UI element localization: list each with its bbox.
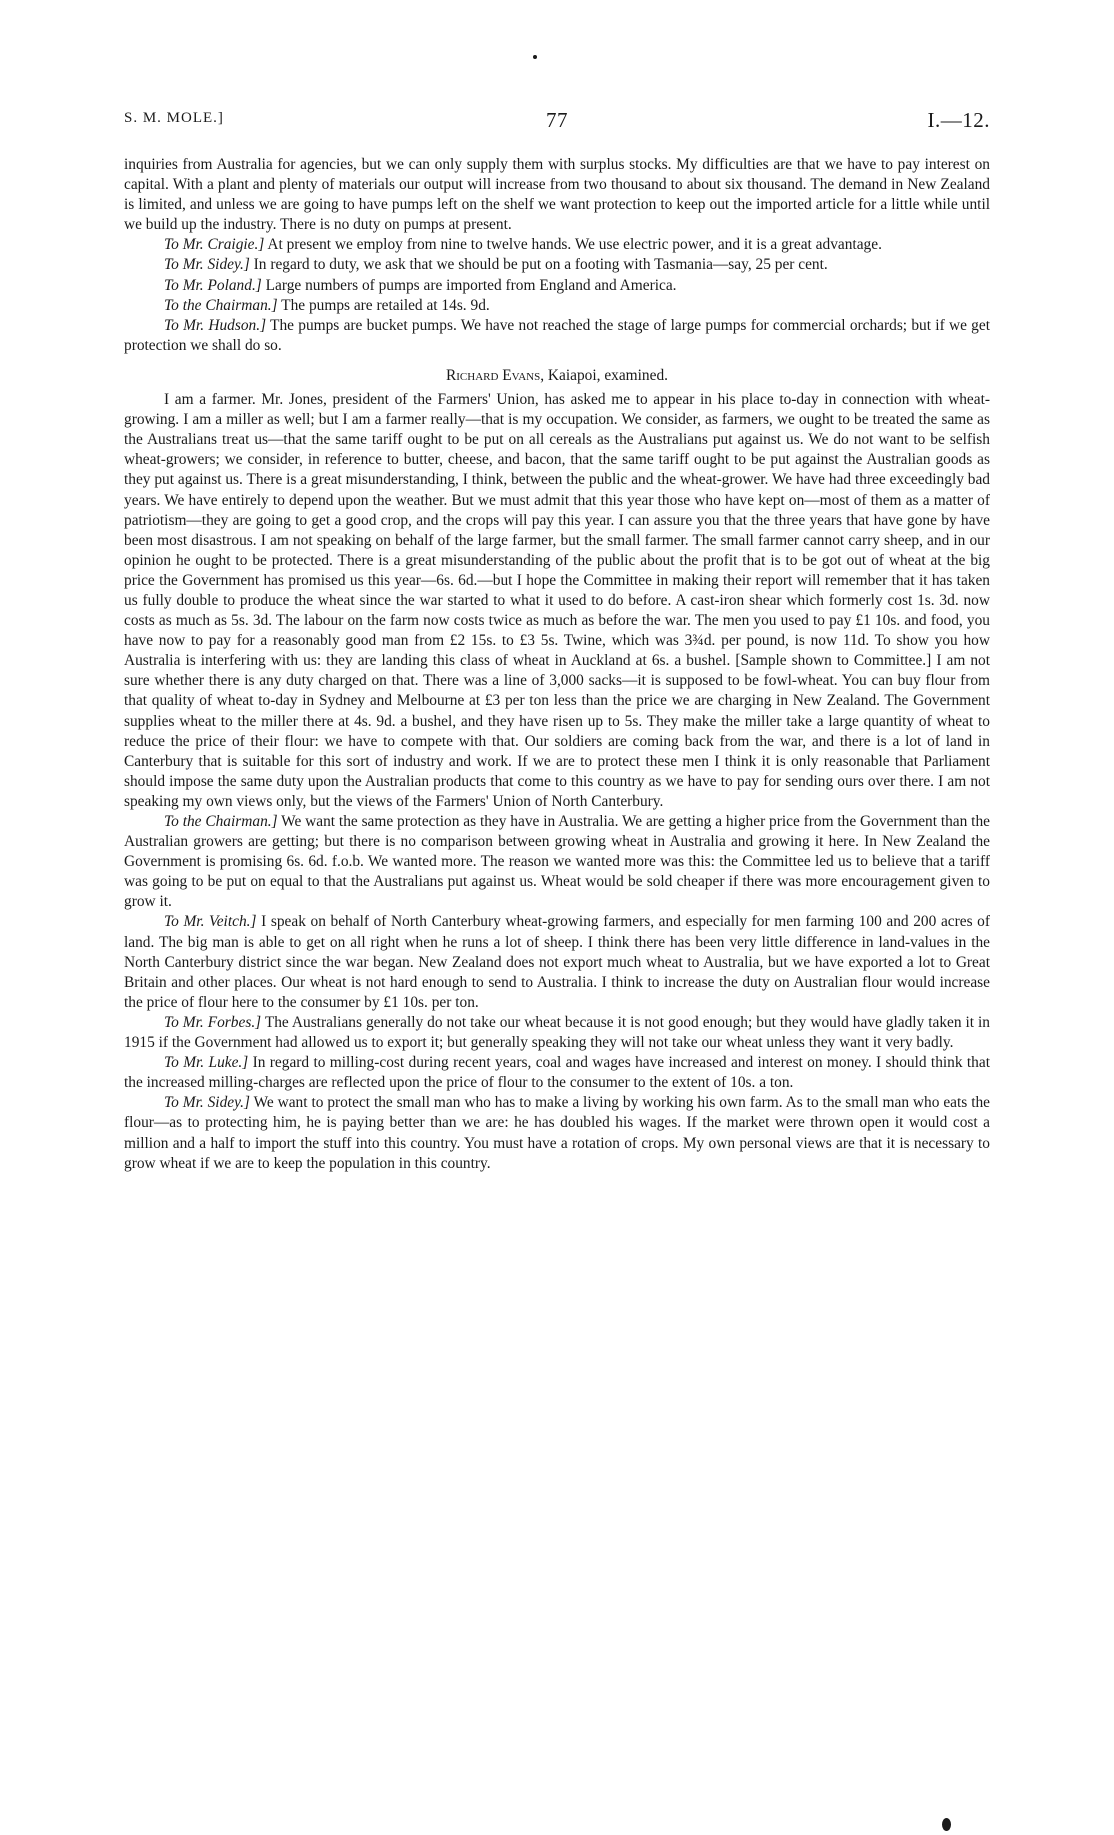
paragraph-text: The Australians generally do not take our wheat because it is not good enough; but they would have gladly taken it in 1915 if the Government had allowed us to export it; but generally speaking they will not take our wheat unless they want it very badly.: [124, 1013, 990, 1052]
scan-speck: [942, 1818, 951, 1831]
questioner: To Mr. Forbes.]: [164, 1013, 262, 1031]
questioner: To the Chairman.]: [164, 813, 278, 830]
page-body: [124, 155, 990, 1174]
witness-name: Richard Evans: [445, 366, 541, 384]
paragraph: [124, 155, 990, 235]
paragraph: [124, 1093, 990, 1173]
paragraph-text: In regard to milling-cost during recent years, coal and wages have increased and interest on money. I should think that the increased milling-charges are reflected upon the price of flour to the consumer to the extent of 10s. a ton.: [124, 1054, 990, 1092]
paragraph-text: inquiries from Australia for agencies, but we can only supply them with surplus stocks. My difficulties are that we have to pay interest on capital. With a plant and plenty of materials our output will increase from two thousand to about six thousand. The demand in New Zealand is limited, and unless we are going to have pumps left on the shelf we want protection to keep out the imported article for a little while until we build up the industry. There is no duty on pumps at present.: [124, 156, 990, 234]
questioner: To Mr. Poland.]: [164, 276, 262, 294]
questioner: To Mr. Veitch.]: [164, 913, 257, 931]
paragraph: [124, 296, 990, 316]
paragraph: [124, 255, 990, 275]
questioner: To the Chairman.]: [164, 296, 278, 314]
paragraph-text: In regard to duty, we ask that we should be put on a footing with Tasmania—say, 25 per cent.: [249, 256, 828, 274]
questioner: To Mr. Luke.]: [164, 1054, 249, 1072]
questioner: To Mr. Craigie.]: [164, 236, 265, 254]
paragraph: [124, 1013, 990, 1053]
paragraph-text: I am a farmer. Mr. Jones, president of the Farmers' Union, has asked me to appear in his place to-day in connection with wheat-growing. I am a miller as well; but I am a farmer really—that is my occupation. We consider, as farmers, we ought to be treated the same as the Australians treat us—that the same tariff ought to be put on all cereals as the Australians put against us. We do not want to be selfish wheat-growers; we consider, in reference to butter, cheese, and bacon, that the same tariff ought to be put against the Australian goods as they put against us. There is a great misunderstanding, I think, between the public and the wheat-grower. We have had three exceedingly bad years. We have entirely to depend upon the weather. But we must admit that this year those who have kept on—most of them as a matter of patriotism—they are going to get a good crop, and the crops will pay this year. I can assure you that the three years that have gone by have been most disastrous. I am not speaking on behalf of the large farmer, but the small farmer. The small farmer cannot carry sheep, and in our opinion he ought to be protected. There is a great misunderstanding of the public about the profit that is to be got out of wheat at the big price the Government has promised us this year—6s. 6d.—but I hope the Committee in making their report will remember that it has taken us fully double to produce the wheat since the war started to what it used to do before. A cast-iron shear which formerly cost 1s. 3d. now costs as much as 5s. 3d. The labour on the farm now costs twice as much as before the war. The men you used to pay £1 10s. and food, you have now to pay for a reasonably good man from £2 15s. to £3 5s. Twine, which was 3¾d. per pound, is now 11d. To show you how Australia is interfering with us: they are landing this class of wheat in Auckland at 6s. a bushel. [Sample shown to Committee.] I am not sure whether there is any duty charged on that. There was a line of 3,000 sacks—it is supposed to be fowl-wheat. You can buy flour from that quality of wheat to-day in Sydney and Melbourne at £3 per ton less than the price we are charging in New Zealand. The Government supplies wheat to the miller there at 4s. 9d. a bushel, and they have risen up to 5s. They make the miller take a large quantity of wheat to reduce the price of their flour: we have to compete with that. Our soldiers are coming back from the war, and there is a lot of land in Canterbury that is suitable for this sort of industry and work. If we are to protect these men I think it is only reasonable that Parliament should impose the same duty upon the Australian products that come to this country as we have to pay for sending ours over there. I am not speaking my own views only, but the views of the Farmers' Union of North Canterbury.: [124, 391, 990, 810]
paragraph-text: I speak on behalf of North Canterbury wheat-growing farmers, and especially for men farming 100 and 200 acres of land. The big man is able to get on all right when he runs a lot of sheep. I think there has been very little difference in land-values in the North Canterbury district since the war began. New Zealand does not export much wheat to Australia, but we have exported a lot to Great Britain and other places. Our wheat is not hard enough to send to Australia. I think to increase the duty on Australian flour would increase the price of flour here to the consumer by £1 10s. per ton.: [124, 913, 990, 1011]
paragraph-text: The pumps are bucket pumps. We have not reached the stage of large pumps for commercial orchards; but if we get protection we shall do so.: [124, 316, 990, 354]
witness-heading: [124, 366, 990, 386]
paragraph: [124, 276, 990, 296]
paragraph-text: At present we employ from nine to twelve hands. We use electric power, and it is a great advantage.: [264, 236, 882, 254]
paragraph-text: Large numbers of pumps are imported from England and America.: [261, 276, 677, 294]
paragraph: [124, 912, 990, 1012]
questioner: To Mr. Sidey.]: [164, 1094, 250, 1112]
witness-location: , Kaiapoi, examined.: [540, 366, 668, 384]
paragraph: [124, 316, 990, 356]
page-header: [124, 108, 990, 134]
paragraph: [124, 1053, 990, 1093]
paragraph-text: The pumps are retailed at 14s. 9d.: [277, 296, 490, 314]
paragraph-text: We want the same protection as they have in Australia. We are getting a higher price from the Government than the Australian growers are getting; but there is no comparison between growing wheat in Australia and growing it here. In New Zealand the Government is promising 6s. 6d. f.o.b. We wanted more. The reason we wanted more was this: the Committee led us to believe that a tariff was going to be put on equal to that the Australians put against us. Wheat would be sold cheaper if there was more encouragement given to grow it.: [124, 813, 990, 911]
header-witness-name: S. M. MOLE.]: [124, 110, 224, 126]
paragraph: [124, 812, 990, 912]
paragraph: [124, 390, 990, 812]
parliamentary-paper-ref: I.—12.: [927, 108, 990, 132]
scan-speck: [533, 55, 537, 59]
page-number: 77: [546, 108, 568, 132]
questioner: To Mr. Hudson.]: [164, 316, 267, 334]
paragraph-text: We want to protect the small man who has to make a living by working his own farm. As to the small man who eats the flour—as to protecting him, he is paying better than we are: he has doubled his wages. If the market were thrown open it would cost a million and a half to import the stuff into this country. You must have a rotation of crops. My own personal views are that it is necessary to grow wheat if we are to keep the population in this country.: [124, 1094, 990, 1172]
questioner: To Mr. Sidey.]: [164, 256, 250, 274]
paragraph: [124, 235, 990, 255]
